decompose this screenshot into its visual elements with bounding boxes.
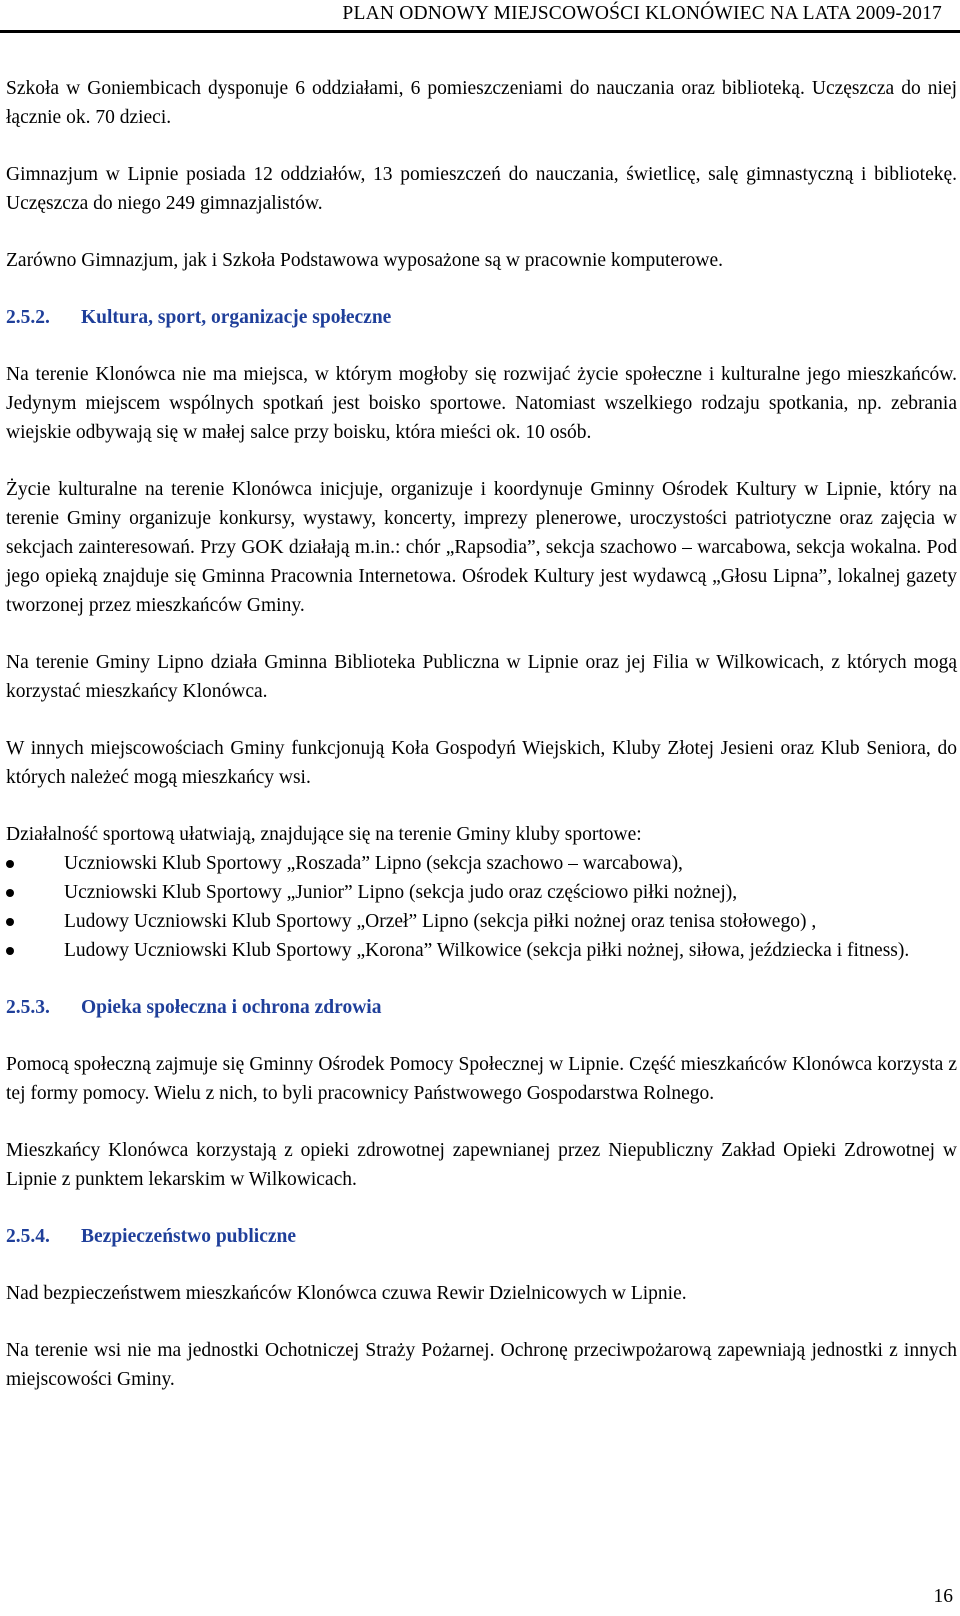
list-item: Ludowy Uczniowski Klub Sportowy „Korona” Wilkowice (sekcja piłki nożnej, siłowa, jeździecka i fitness). [6,936,957,965]
section-title: Opieka społeczna i ochrona zdrowia [81,997,382,1018]
section-number: 2.5.2. [6,307,50,328]
paragraph: Szkoła w Goniembicach dysponuje 6 oddziałami, 6 pomieszczeniami do nauczania oraz biblioteką. Uczęszcza do niej łącznie ok. 70 dzieci. [6,78,957,128]
paragraph: Na terenie wsi nie ma jednostki Ochotniczej Straży Pożarnej. Ochronę przeciwpożarową zapewniają jednostki z innych miejscowości Gminy. [6,1340,957,1390]
section-heading-2-5-4 [6,1222,957,1251]
sports-clubs-list [6,849,957,965]
section-number: 2.5.4. [6,1226,50,1247]
document-body [6,74,957,1394]
section-heading-2-5-3 [6,993,957,1022]
page-number: 16 [933,1586,953,1607]
paragraph: Działalność sportową ułatwiają, znajdujące się na terenie Gminy kluby sportowe: [6,824,642,845]
paragraph: W innych miejscowościach Gminy funkcjonują Koła Gospodyń Wiejskich, Kluby Złotej Jesieni oraz Klub Seniora, do których należeć mogą mieszkańcy wsi. [6,738,957,788]
bullet-icon [6,947,14,955]
paragraph: Zarówno Gimnazjum, jak i Szkoła Podstawowa wyposażone są w pracownie komputerowe. [6,250,723,271]
paragraph: Pomocą społeczną zajmuje się Gminny Ośrodek Pomocy Społecznej w Lipnie. Część mieszkańców Klonówca korzysta z tej formy pomocy. Wielu z nich, to byli pracownicy Państwowego Gospodarstwa Rolnego. [6,1054,957,1104]
bullet-icon [6,860,14,868]
bullet-icon [6,889,14,897]
list-item: Ludowy Uczniowski Klub Sportowy „Orzeł” Lipno (sekcja piłki nożnej oraz tenisa stołowego) , [6,907,957,936]
section-title: Kultura, sport, organizacje społeczne [81,307,392,328]
header-title: PLAN ODNOWY MIEJSCOWOŚCI KLONÓWIEC NA LATA 2009-2017 [342,3,942,24]
paragraph: Gimnazjum w Lipnie posiada 12 oddziałów, 13 pomieszczeń do nauczania, świetlicę, salę gimnastyczną i bibliotekę. Uczęszcza do niego 249 gimnazjalistów. [6,164,957,214]
paragraph: Na terenie Gminy Lipno działa Gminna Biblioteka Publiczna w Lipnie oraz jej Filia w Wilkowicach, z których mogą korzystać mieszkańcy Klonówca. [6,652,957,702]
paragraph: Na terenie Klonówca nie ma miejsca, w którym mogłoby się rozwijać życie społeczne i kulturalne jego mieszkańców. Jedynym miejscem wspólnych spotkań jest boisko sportowe. Natomiast wszelkiego rodzaju spotkania, np. zebrania wiejskie odbywają się w małej salce przy boisku, która mieści ok. 10 osób. [6,364,957,443]
header-rule [0,30,960,33]
section-heading-2-5-2 [6,303,957,332]
list-item: Uczniowski Klub Sportowy „Junior” Lipno (sekcja judo oraz częściowo piłki nożnej), [6,878,957,907]
bullet-icon [6,918,14,926]
section-number: 2.5.3. [6,997,50,1018]
section-title: Bezpieczeństwo publiczne [81,1226,297,1247]
list-item: Uczniowski Klub Sportowy „Roszada” Lipno (sekcja szachowo – warcabowa), [6,849,957,878]
paragraph: Życie kulturalne na terenie Klonówca inicjuje, organizuje i koordynuje Gminny Ośrodek Kultury w Lipnie, który na terenie Gminy organizuje konkursy, wystawy, koncerty, imprezy plenerowe, uroczystości patriotyczne oraz zajęcia w sekcjach zainteresowań. Przy GOK działają m.in.: chór „Rapsodia”, sekcja szachowo – warcabowa, sekcja wokalna. Pod jego opieką znajduje się Gminna Pracownia Internetowa. Ośrodek Kultury jest wydawcą „Głosu Lipna”, lokalnej gazety tworzonej przez mieszkańców Gminy. [6,479,957,616]
page-header [0,0,960,30]
paragraph: Nad bezpieczeństwem mieszkańców Klonówca czuwa Rewir Dzielnicowych w Lipnie. [6,1283,687,1304]
paragraph: Mieszkańcy Klonówca korzystają z opieki zdrowotnej zapewnianej przez Niepubliczny Zakład Opieki Zdrowotnej w Lipnie z punktem lekarskim w Wilkowicach. [6,1140,957,1190]
